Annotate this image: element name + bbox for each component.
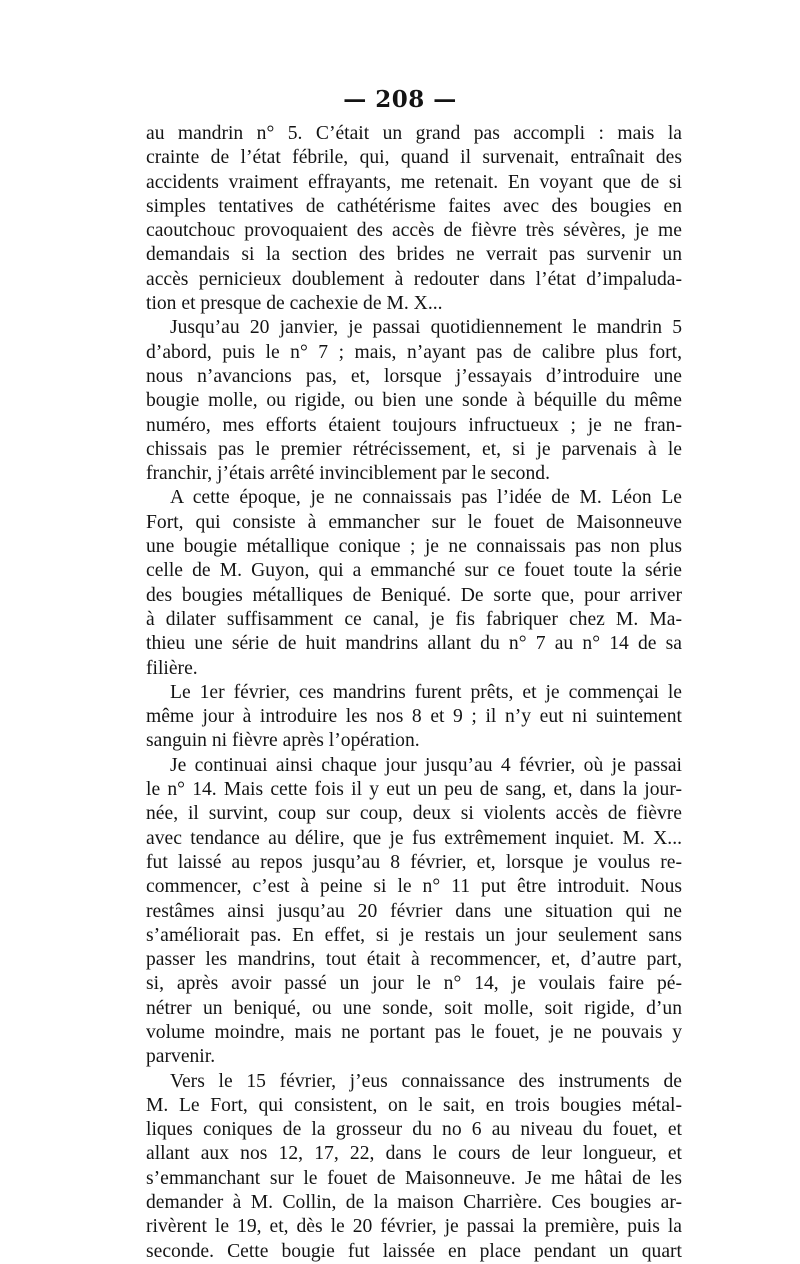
text-line: A cette époque, je ne connaissais pas l’idée de M. Léon Le (170, 487, 682, 509)
text-line: filière. (146, 657, 198, 679)
text-line: passer les mandrins, tout était à recommencer, et, d’autre part, (146, 949, 682, 971)
text-line: demandais si la section des brides ne verrait pas survenir un (146, 244, 682, 266)
text-line: liques coniques de la grosseur du no 6 au niveau du fouet, et (146, 1119, 682, 1141)
text-line: nétrer un beniqué, ou une sonde, soit molle, soit rigide, d’un (146, 997, 682, 1019)
text-line: chissais pas le premier rétrécissement, et, si je parvenais à le (146, 438, 682, 460)
text-line: le n° 14. Mais cette fois il y eut un peu de sang, et, dans la jour- (146, 779, 682, 801)
text-line: Jusqu’au 20 janvier, je passai quotidiennement le mandrin 5 (170, 317, 682, 339)
text-line: s’améliorait pas. En effet, si je restais un jour seulement sans (146, 924, 682, 946)
body-text (146, 122, 682, 1264)
text-line: s’emmanchant sur le fouet de Maisonneuve. Je me hâtai de les (146, 1167, 682, 1189)
text-line: Vers le 15 février, j’eus connaissance des instruments de (170, 1070, 682, 1092)
text-line: avec tendance au délire, que je fus extrêmement inquiet. M. X... (146, 827, 682, 849)
text-line: Le 1er février, ces mandrins furent prêts, et je commençai le (170, 681, 682, 703)
text-line: numéro, mes efforts étaient toujours infructueux ; je ne fran- (146, 414, 682, 436)
text-line: accidents vraiment effrayants, me retenait. En voyant que de si (146, 171, 682, 193)
text-line: restâmes ainsi jusqu’au 20 février dans une situation qui ne (146, 900, 682, 922)
text-line: accès pernicieux doublement à redouter dans l’état d’impaluda- (146, 268, 682, 290)
text-line: d’abord, puis le n° 7 ; mais, n’ayant pas de calibre plus fort, (146, 341, 682, 363)
text-line: née, il survint, coup sur coup, deux si violents accès de fièvre (146, 803, 682, 825)
text-line: au mandrin n° 5. C’était un grand pas accompli : mais la (146, 123, 682, 144)
text-line: fut laissé au repos jusqu’au 8 février, et, lorsque je voulus re- (146, 851, 682, 873)
text-line: volume moindre, mais ne portant pas le fouet, je ne pouvais y (146, 1021, 682, 1043)
text-line: M. Le Fort, qui consistent, on le sait, en trois bougies métal- (146, 1094, 682, 1116)
text-line: celle de M. Guyon, qui a emmanché sur ce fouet toute la série (146, 560, 682, 582)
text-line: commencer, c’est à peine si le n° 11 put être introduit. Nous (146, 876, 682, 898)
text-line: caoutchouc provoquaient des accès de fièvre très sévères, je me (146, 220, 682, 242)
text-line: même jour à introduire les nos 8 et 9 ; il n’y eut ni suintement (146, 706, 682, 728)
text-line: des bougies métalliques de Beniqué. De sorte que, pour arriver (146, 584, 682, 606)
text-line: seconde. Cette bougie fut laissée en place pendant un quart (146, 1240, 682, 1262)
page-number: — 208 — (343, 86, 457, 113)
text-line: franchir, j’étais arrêté invinciblement par le second. (146, 463, 550, 485)
text-line: une bougie métallique conique ; je ne connaissais pas non plus (146, 536, 682, 558)
text-line: crainte de l’état fébrile, qui, quand il survenait, entraînait des (146, 147, 682, 169)
text-line: à dilater suffisamment ce canal, je fis fabriquer chez M. Ma- (146, 608, 682, 630)
text-line: parvenir. (146, 1046, 216, 1068)
text-line: thieu une série de huit mandrins allant du n° 7 au n° 14 de sa (146, 633, 682, 655)
text-line: demander à M. Collin, de la maison Charrière. Ces bougies ar- (146, 1192, 682, 1214)
text-line: bougie molle, ou rigide, ou bien une sonde à béquille du même (146, 390, 682, 412)
text-line: sanguin ni fièvre après l’opération. (146, 730, 420, 752)
text-line: Fort, qui consiste à emmancher sur le fouet de Maisonneuve (146, 511, 682, 533)
text-line: nous n’avancions pas, et, lorsque j’essayais d’introduire une (146, 365, 682, 387)
text-line: Je continuai ainsi chaque jour jusqu’au 4 février, où je passai (170, 754, 682, 776)
text-line: simples tentatives de cathétérisme faites avec des bougies en (146, 195, 682, 217)
text-line: si, après avoir passé un jour le n° 14, je voulais faire pé- (146, 973, 682, 995)
text-line: rivèrent le 19, et, dès le 20 février, je passai la première, puis la (146, 1216, 682, 1238)
text-line: tion et presque de cachexie de M. X... (146, 293, 443, 315)
text-line: allant aux nos 12, 17, 22, dans le cours de leur longueur, et (146, 1143, 682, 1165)
